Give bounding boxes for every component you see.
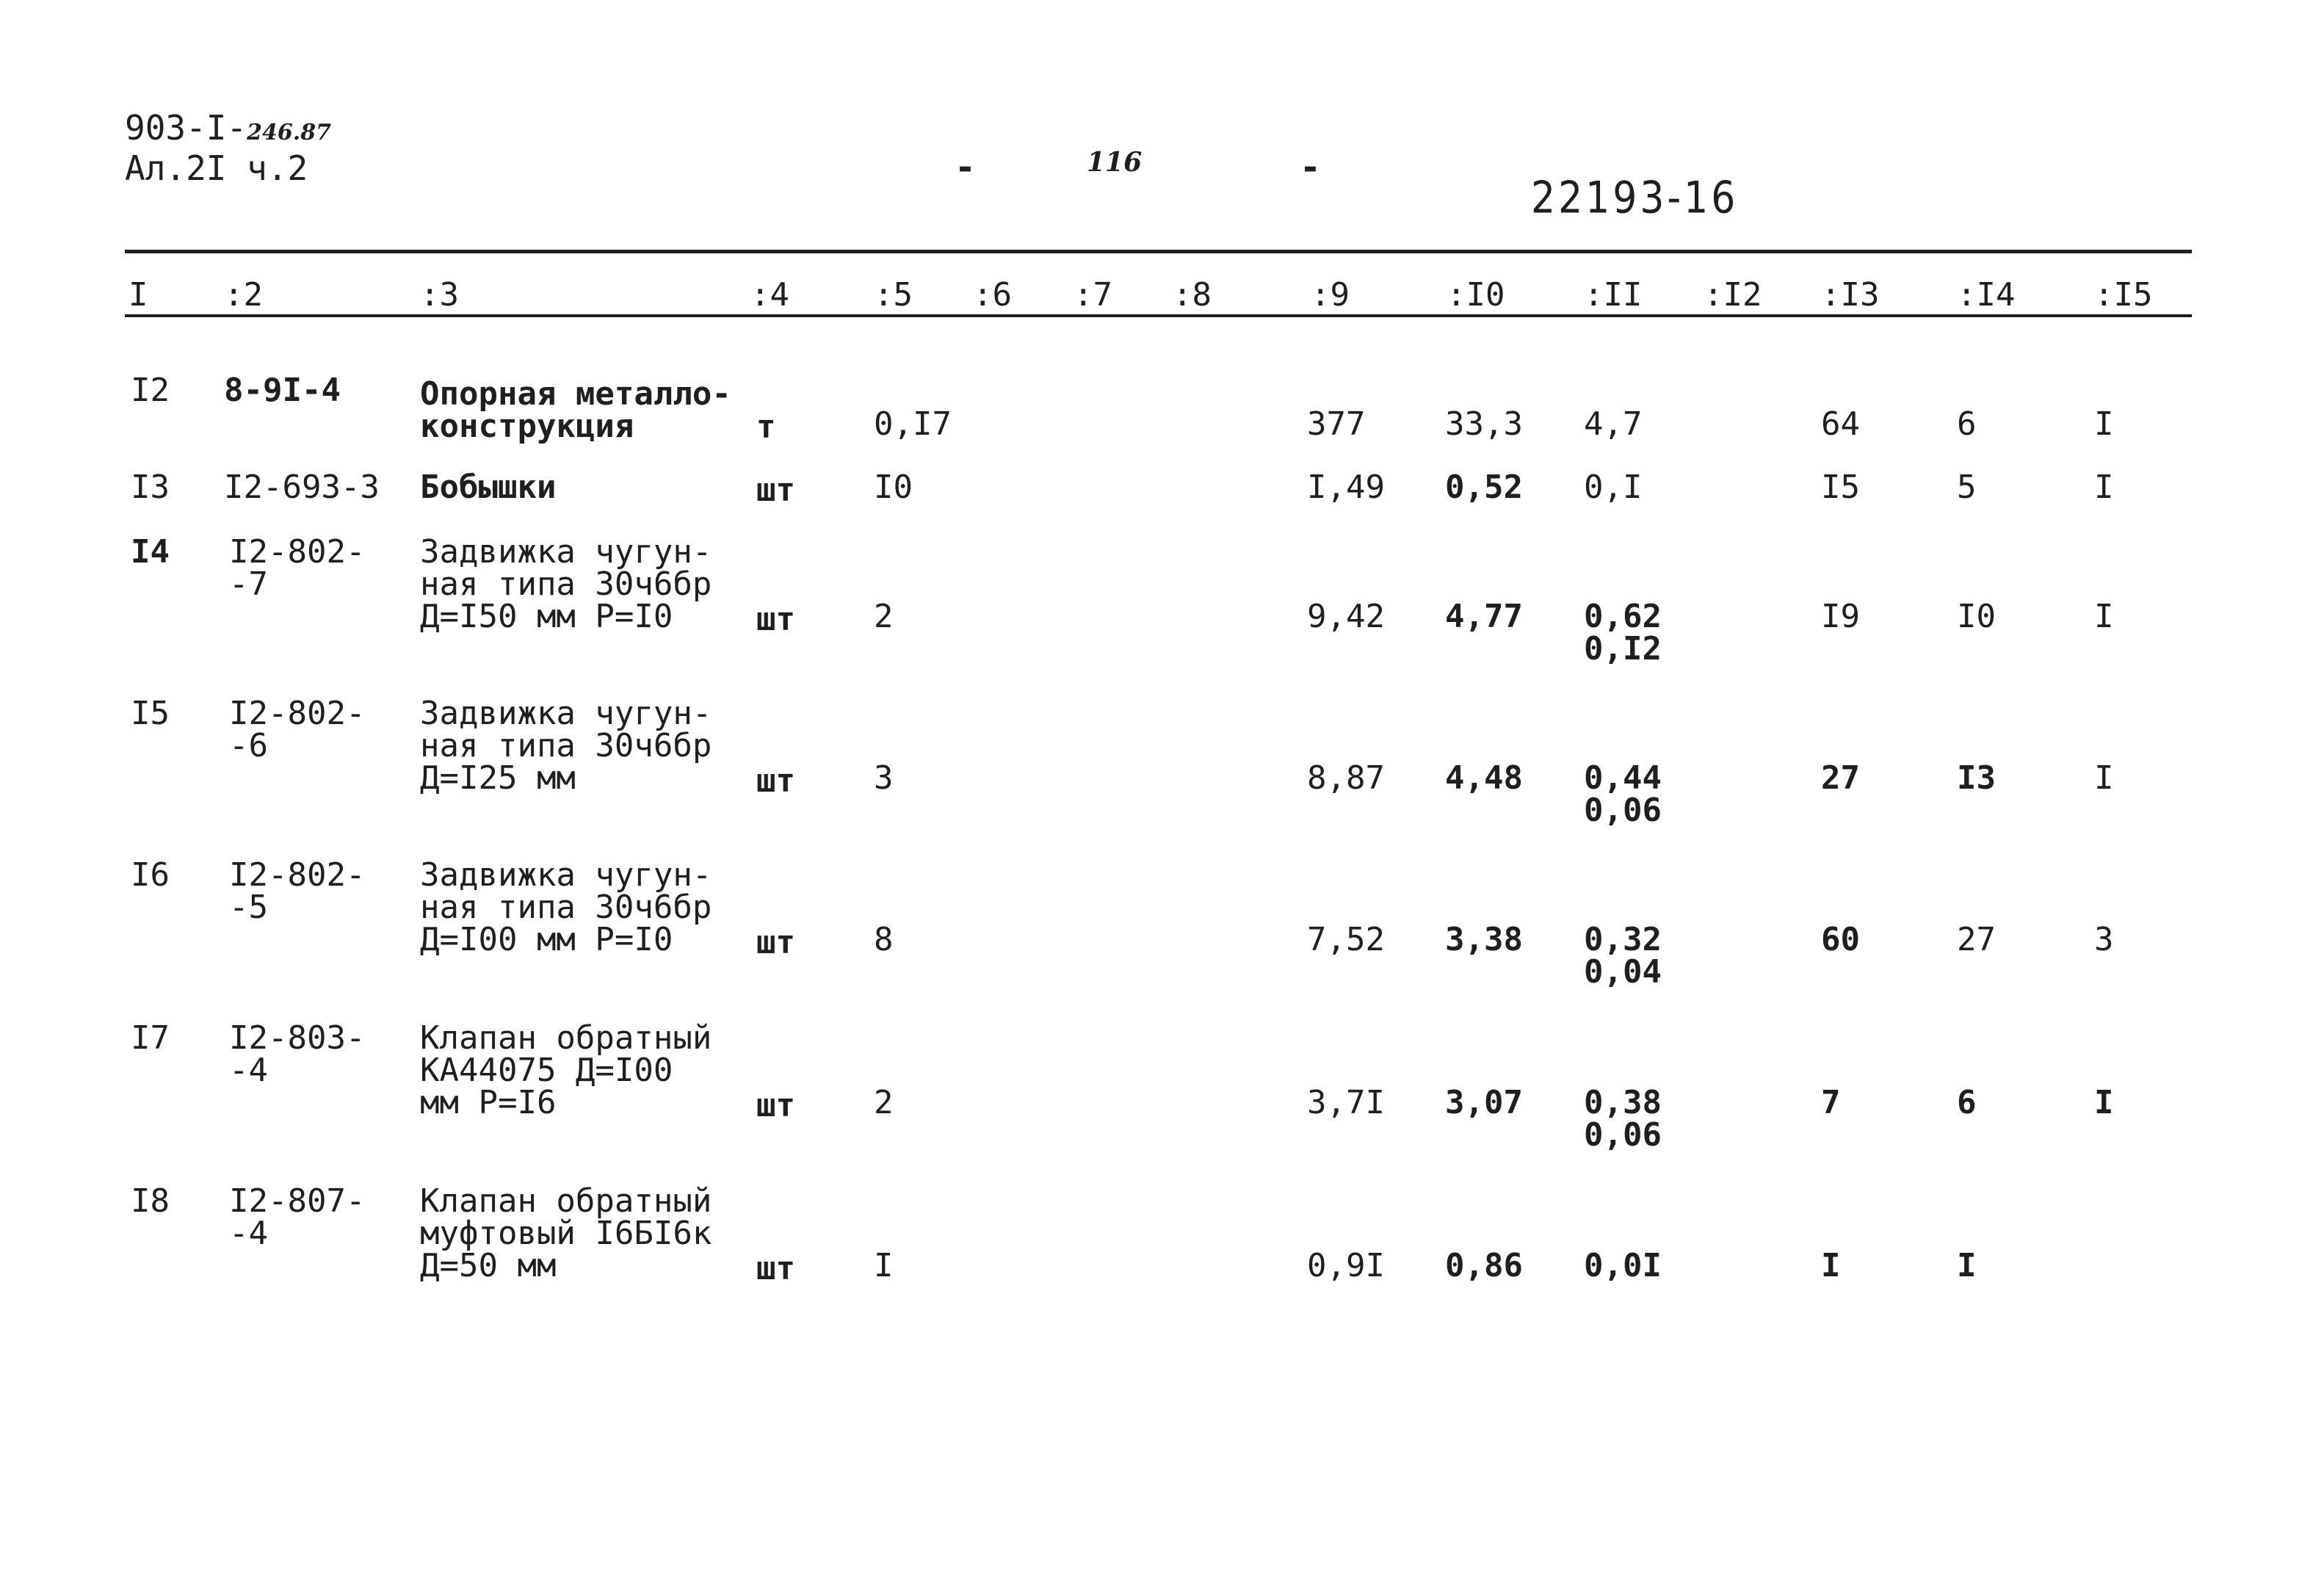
row-col-9: I,49 bbox=[1307, 469, 1385, 506]
header-col-12: :I2 bbox=[1704, 276, 1762, 314]
row-qty: 8 bbox=[874, 921, 894, 958]
header-col-9: :9 bbox=[1311, 276, 1350, 314]
header-col-10: :I0 bbox=[1447, 276, 1505, 314]
row-code: I2-802- -6 bbox=[229, 695, 366, 764]
row-qty: 2 bbox=[874, 598, 894, 635]
row-col-14: I3 bbox=[1957, 759, 1996, 797]
row-col-11: 0,I bbox=[1584, 469, 1643, 506]
row-code: I2-807- -4 bbox=[229, 1182, 366, 1252]
row-unit: шт bbox=[756, 924, 795, 961]
row-col-13: 27 bbox=[1821, 759, 1860, 797]
row-col-15: I bbox=[2094, 469, 2114, 506]
row-code: I2-693-3 bbox=[224, 469, 380, 506]
row-qty: 3 bbox=[874, 759, 894, 797]
page-dash-right: - bbox=[1300, 147, 1321, 188]
row-col-15: I bbox=[2094, 1084, 2114, 1121]
row-col-15: I bbox=[2094, 598, 2114, 635]
row-col-10: 0,86 bbox=[1445, 1247, 1523, 1284]
row-name: Клапан обратный КА44075 Д=I00 мм Р=I6 bbox=[420, 1019, 712, 1121]
row-col-9: 9,42 bbox=[1307, 598, 1385, 635]
row-unit: шт bbox=[756, 1250, 795, 1287]
row-code: 8-9I-4 bbox=[224, 372, 341, 409]
row-col-14: 27 bbox=[1957, 921, 1996, 958]
row-col-13: I bbox=[1821, 1247, 1841, 1284]
row-col-11: 0,38 0,06 bbox=[1584, 1084, 1662, 1154]
row-number: I2 bbox=[131, 372, 170, 409]
row-number: I3 bbox=[131, 469, 170, 506]
row-col-14: I0 bbox=[1957, 598, 1996, 635]
header-col-15: :I5 bbox=[2094, 276, 2153, 314]
row-col-11: 0,44 0,06 bbox=[1584, 759, 1662, 829]
header-col-4: :4 bbox=[750, 276, 789, 314]
row-col-13: 7 bbox=[1821, 1084, 1841, 1121]
row-col-10: 4,77 bbox=[1445, 598, 1523, 635]
document-code-printed: 903-I- bbox=[125, 108, 247, 148]
row-col-11: 0,0I bbox=[1584, 1247, 1662, 1284]
header-col-1: I bbox=[128, 276, 148, 314]
page-number: 116 bbox=[1087, 147, 1143, 178]
row-number: I7 bbox=[131, 1019, 170, 1057]
row-code: I2-802- -5 bbox=[229, 856, 366, 926]
table-top-rule bbox=[125, 250, 2192, 253]
page-dash-left: - bbox=[955, 147, 976, 188]
row-col-9: 0,9I bbox=[1307, 1247, 1385, 1284]
row-col-14: 6 bbox=[1957, 1084, 1977, 1121]
row-col-9: 377 bbox=[1307, 405, 1366, 443]
row-unit: шт bbox=[756, 601, 795, 638]
row-col-13: I5 bbox=[1821, 469, 1860, 506]
header-col-14: :I4 bbox=[1957, 276, 2016, 314]
table-header-rule bbox=[125, 314, 2192, 317]
row-col-11: 0,32 0,04 bbox=[1584, 921, 1662, 991]
row-col-14: 6 bbox=[1957, 405, 1977, 443]
header-col-3: :3 bbox=[420, 276, 459, 314]
row-col-13: I9 bbox=[1821, 598, 1860, 635]
row-unit: шт bbox=[756, 762, 795, 800]
row-col-10: 33,3 bbox=[1445, 405, 1523, 443]
row-name: Задвижка чугун- ная типа 30ч6бр Д=I50 мм Р=I0 bbox=[420, 533, 712, 635]
row-code: I2-802- -7 bbox=[229, 533, 366, 603]
row-col-10: 0,52 bbox=[1445, 469, 1523, 506]
row-unit: т bbox=[756, 408, 776, 446]
row-col-10: 4,48 bbox=[1445, 759, 1523, 797]
row-col-15: 3 bbox=[2094, 921, 2114, 958]
row-qty: I bbox=[874, 1247, 894, 1284]
sheet-code: 22193-16 bbox=[1531, 173, 1739, 224]
row-number: I6 bbox=[131, 856, 170, 894]
header-col-11: :II bbox=[1584, 276, 1643, 314]
row-col-9: 3,7I bbox=[1307, 1084, 1385, 1121]
row-name: Задвижка чугун- ная типа 30ч6бр Д=I00 мм Р=I0 bbox=[420, 856, 712, 958]
row-number: I8 bbox=[131, 1182, 170, 1220]
row-col-13: 64 bbox=[1821, 405, 1860, 443]
row-number: I5 bbox=[131, 695, 170, 732]
row-col-15: I bbox=[2094, 405, 2114, 443]
header-col-6: :6 bbox=[973, 276, 1012, 314]
header-col-2: :2 bbox=[224, 276, 263, 314]
header-col-5: :5 bbox=[874, 276, 913, 314]
row-col-9: 7,52 bbox=[1307, 921, 1385, 958]
row-name: Бобышки bbox=[420, 469, 557, 506]
row-col-11: 0,62 0,I2 bbox=[1584, 598, 1662, 668]
row-col-10: 3,38 bbox=[1445, 921, 1523, 958]
document-code bbox=[125, 110, 331, 186]
row-col-10: 3,07 bbox=[1445, 1084, 1523, 1121]
row-col-13: 60 bbox=[1821, 921, 1860, 958]
header-col-8: :8 bbox=[1173, 276, 1212, 314]
album-label: Ал.2I ч.2 bbox=[125, 148, 308, 188]
row-code: I2-803- -4 bbox=[229, 1019, 366, 1089]
row-qty: 2 bbox=[874, 1084, 894, 1121]
row-col-14: 5 bbox=[1957, 469, 1977, 506]
row-col-11: 4,7 bbox=[1584, 405, 1643, 443]
header-col-7: :7 bbox=[1074, 276, 1112, 314]
row-name: Опорная металло- конструкция bbox=[420, 375, 731, 445]
row-col-9: 8,87 bbox=[1307, 759, 1385, 797]
header-col-13: :I3 bbox=[1821, 276, 1880, 314]
document-code-handwritten: 246.87 bbox=[247, 120, 331, 145]
row-col-15: I bbox=[2094, 759, 2114, 797]
row-qty: 0,I7 bbox=[874, 405, 952, 443]
row-name: Задвижка чугун- ная типа 30ч6бр Д=I25 мм bbox=[420, 695, 712, 797]
row-number: I4 bbox=[131, 533, 170, 571]
row-qty: I0 bbox=[874, 469, 913, 506]
row-unit: шт bbox=[756, 1087, 795, 1124]
row-name: Клапан обратный муфтовый I6БI6к Д=50 мм bbox=[420, 1182, 712, 1284]
row-unit: шт bbox=[756, 471, 795, 509]
row-col-14: I bbox=[1957, 1247, 1977, 1284]
